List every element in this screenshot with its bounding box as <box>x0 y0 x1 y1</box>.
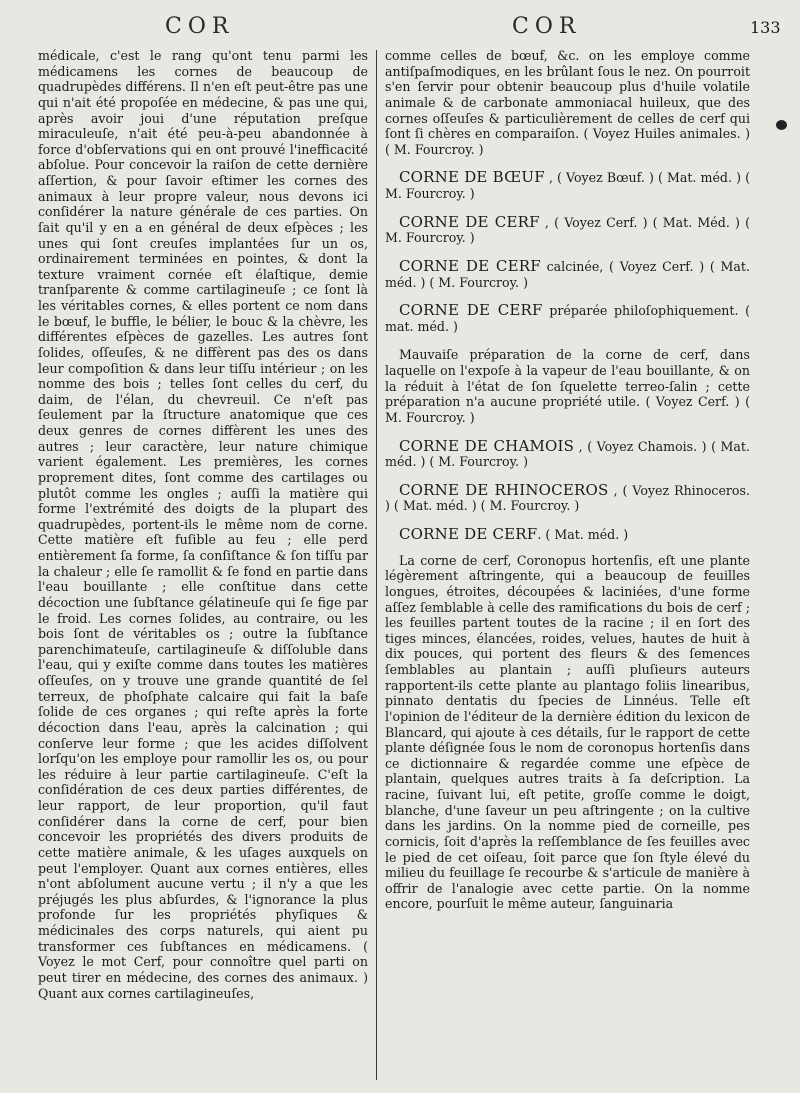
entry-text: , ( Voyez Rhinoceros. ) ( Mat. méd. ) ( M. Fourcroy. ) <box>385 482 750 514</box>
entry-corne-de-cerf-preparee <box>385 303 750 334</box>
running-head-right: COR <box>512 14 582 39</box>
entry-text: . ( Mat. méd. ) <box>537 527 629 542</box>
entry-corne-de-boeuf <box>385 170 750 201</box>
entry-text: , ( Voyez Bœuf. ) ( Mat. méd. ) ( M. Fourcroy. ) <box>385 170 750 201</box>
entry-corne-de-chamois <box>385 436 750 470</box>
left-column <box>38 48 368 1001</box>
ink-blot <box>776 120 787 130</box>
entry-headword: CORNE DE CERF <box>399 525 538 543</box>
entry-text: Mauvaiſe préparation de la corne de cerf, dans laquelle on l'expoſe à la vapeur de l'eau bouillante, & on la réduit à l'état de ſon ſquelette terreo-ſalin ; cette préparation n'a aucune propriété utile. ( Voyez Cerf. ) ( M. Fourcroy. ) <box>385 347 750 425</box>
entry-corne-de-cerf-calcinee <box>385 256 750 290</box>
entry-headword: CORNE DE CERF <box>399 212 540 231</box>
entry-corne-de-cerf <box>385 212 750 246</box>
right-column <box>385 48 750 912</box>
running-head-left: COR <box>165 14 235 39</box>
entry-corne-de-rhinoceros <box>385 480 750 514</box>
page-number: 133 <box>750 18 781 37</box>
entry-headword: CORNE DE CERF <box>399 256 541 275</box>
entry-mauvaise-preparation <box>385 347 750 425</box>
final-paragraph: La corne de cerf, Coronopus hortenſis, eſt une plante légèrement aſtringente, qui a beaucoup de feuilles longues, étroites, découpées & laciniées, d'une forme aſſez ſemblable à celle des ramifications du bois de cerf ; les feuilles partent toutes de la racine ; il en ſort des tiges minces, élancées, roides, velues, hautes de huit à dix pouces, qui portent des fleurs & des ſemences ſemblables au plantain ; auſſi pluſieurs auteurs rapportent-ils cette plante au plantago foliis linearibus, pinnato dentatis du ſpecies de Linnéus. Telle eſt l'opinion de l'éditeur de la dernière édition du lexicon de Blancard, qui ajoute à ces détails, ſur le rapport de cette plante déſignée ſous le nom de coronopus hortenſis dans ce dictionnaire & regardée comme une eſpèce de plantain, quelques autres traits à ſa deſcription. La racine, ſuivant lui, eſt petite, groſſe comme le doigt, blanche, d'une ſaveur un peu aſtringente ; on la cultive dans les jardins. On la nomme pied de corneille, pes cornicis, ſoit d'après la reſſemblance de ſes feuilles avec le pied de cet oiſeau, ſoit parce que ſon ſtyle élevé du milieu du feuillage ſe recourbe & s'articule de manière à offrir de l'analogie avec cette partie. On la nomme encore, pourſuit le même auteur, ſanguinaria <box>385 552 750 912</box>
entry-text: , ( Voyez Cerf. ) ( Mat. Méd. ) ( M. Fourcroy. ) <box>385 214 750 246</box>
entry-corne-de-cerf-plante <box>385 527 750 543</box>
entry-headword: CORNE DE BŒUF <box>399 168 545 187</box>
entry-headword: CORNE DE CHAMOIS <box>399 436 575 455</box>
entry-headword: CORNE DE CERF <box>399 301 543 320</box>
entry-text: , ( Voyez Chamois. ) ( Mat. méd. ) ( M. Fourcroy. ) <box>385 438 750 470</box>
column-divider <box>376 50 377 1080</box>
entry-headword: CORNE DE RHINOCEROS <box>399 480 609 499</box>
entry-text: préparée philoſophiquement. ( mat. méd. ) <box>385 303 751 334</box>
entry-text: calcinée, ( Voyez Cerf. ) ( Mat. méd. ) ( M. Fourcroy. ) <box>385 258 750 290</box>
continuation-text: comme celles de bœuf, &c. on les employe comme antiſpaſmodiques, en les brûlant ſous le nez. On pourroit s'en ſervir pour obtenir beaucoup plus d'huile volatile animale & de carbonate ammoniacal huileux, que des cornes oſſeuſes & particulièrement de celles de cerf qui ſont ſi chères en comparaiſon. ( Voyez Huiles animales. ) ( M. Fourcroy. ) <box>385 48 750 157</box>
left-column-text: médicale, c'est le rang qu'ont tenu parmi les médicamens les cornes de beaucoup de quadrupèdes différens. Il n'en eſt peut-être pas une qui n'ait été propoſée en médecine, & pas une qui, après avoir joui d'une réputation preſque miraculeuſe, n'ait été peu-à-peu abandonnée à force d'obſervations qui en ont prouvé l'inefficacité abſolue. Pour concevoir la raiſon de cette dernière aſſertion, & pour ſavoir eſtimer les cornes des animaux à leur propre valeur, nous devons ici conſidérer la nature générale de ces parties. On ſait qu'il y en a en général de deux eſpèces ; les unes qui ſont creuſes implantées ſur un os, ordinairement terminées en pointes, & dont la texture vraiment cornée eſt élaſtique, demie tranſparente & comme cartilagineuſe ; ce ſont là les véritables cornes, & elles portent ce nom dans le bœuf, le buffle, le bélier, le bouc & la chèvre, les différentes eſpèces de gazelles. Les autres ſont ſolides, oſſeuſes, & ne diffèrent pas des os dans leur compoſition & dans leur tiſſu intérieur ; on les nomme des bois ; telles ſont celles du cerf, du daim, de l'élan, du chevreuil. Ce n'eſt pas ſeulement par la ſtructure anatomique que ces deux genres de cornes diffèrent les unes des autres ; leur caractère, leur nature chimique varient également. Les premières, les cornes proprement dites, ſont comme des cartilages ou plutôt comme les ongles ; auſſi la matière qui forme l'extrémité des doigts de la plupart des quadrupèdes, portent-ils le même nom de corne. Cette matière eſt fuſible au feu ; elle perd entièrement ſa forme, ſa conſiſtance & ſon tiſſu par la chaleur ; elle ſe ramollit & ſe fond en partie dans l'eau bouillante ; elle conſtitue dans cette décoction une ſubſtance gélatineuſe qui ſe fige par le froid. Les cornes ſolides, au contraire, ou les bois ſont de véritables os ; outre la ſubſtance parenchimateuſe, cartilagineuſe & diſſoluble dans l'eau, qui y exiſte comme dans toutes les matières oſſeuſes, on y trouve une grande quantité de ſel terreux, de phoſphate calcaire qui fait la baſe ſolide de ces organes ; qui reſte après la forte décoction dans l'eau, après la calcination ; qui conſerve leur forme ; que les acides diſſolvent lorſqu'on les employe pour ramollir les os, ou pour les réduire à leur partie cartilagineuſe. C'eſt la conſidération de ces deux parties différentes, de leur rapport, de leur proportion, qu'il faut conſidérer dans la corne de cerf, pour bien concevoir les propriétés des divers produits de cette matière animale, & les uſages auxquels on peut l'employer. Quant aux cornes entières, elles n'ont abſolument aucune vertu ; il n'y a que les préjugés les plus abſurdes, & l'ignorance la plus profonde ſur les propriétés phyſiques & médicinales des corps naturels, qui aient pu transformer ces ſubſtances en médicamens. ( Voyez le mot Cerf, pour connoître quel parti on peut tirer en médecine, des cornes des animaux. ) Quant aux cornes cartilagineuſes, <box>38 48 368 1001</box>
